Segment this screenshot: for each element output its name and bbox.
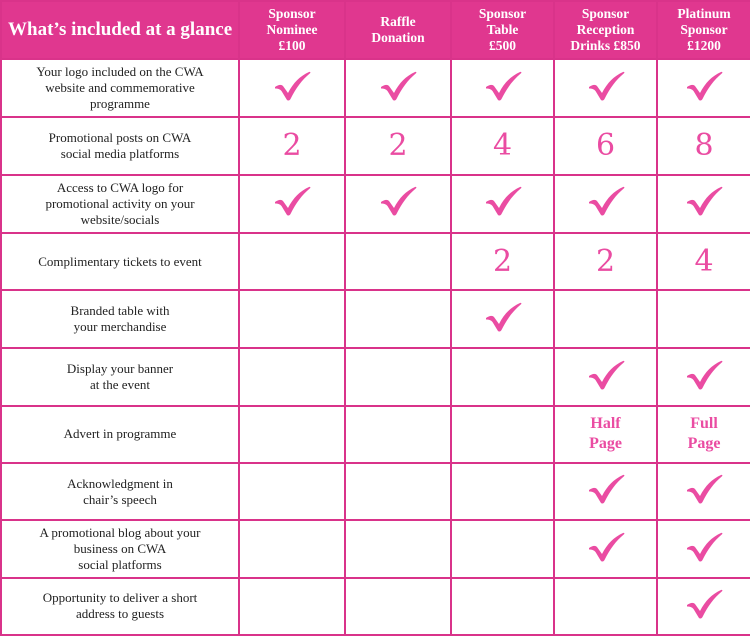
benefit-cell [554, 290, 657, 348]
feature-label-line: your merchandise [73, 319, 167, 335]
checkmark-icon [483, 185, 523, 217]
table-row [1, 348, 750, 405]
benefit-cell [554, 117, 657, 174]
column-header-platinum-sponsor [657, 1, 750, 59]
column-header-line: £100 [278, 38, 306, 53]
benefit-cell [657, 290, 750, 348]
benefit-cell [451, 175, 554, 233]
checkmark-icon [684, 473, 724, 505]
column-header-line: Donation [371, 30, 425, 45]
benefit-cell [451, 463, 554, 520]
feature-label-line: promotional activity on your [45, 195, 195, 211]
column-header-line: Drinks £850 [570, 38, 641, 53]
benefit-cell [239, 520, 345, 577]
feature-label-line: at the event [90, 377, 150, 393]
benefit-cell [657, 520, 750, 577]
feature-cell [1, 59, 239, 117]
benefit-cell [239, 578, 345, 635]
benefit-cell [451, 348, 554, 405]
benefit-cell [554, 59, 657, 117]
checkmark-icon [586, 70, 626, 102]
feature-cell [1, 233, 239, 290]
feature-label-line: A promotional blog about your [39, 525, 201, 541]
column-header-line: Sponsor [478, 6, 527, 21]
benefit-count: 2 [282, 127, 302, 163]
benefit-cell [239, 290, 345, 348]
column-header-line: Raffle [380, 14, 416, 29]
table-row [1, 406, 750, 463]
benefit-cell [451, 233, 554, 290]
feature-cell [1, 463, 239, 520]
feature-label-line: website/socials [80, 211, 160, 227]
checkmark-icon [684, 185, 724, 217]
benefit-cell [554, 406, 657, 463]
benefit-count: 2 [595, 243, 616, 279]
table-body [1, 59, 750, 635]
feature-label-line: Display your banner [66, 361, 174, 377]
benefit-text: Full Page [687, 415, 721, 453]
feature-label-line: Your logo included on the CWA [36, 64, 204, 80]
feature-label-line: Access to CWA logo for [56, 179, 184, 195]
benefit-text: Half Page [589, 415, 622, 453]
column-header-line: Sponsor [680, 22, 728, 37]
benefit-cell [239, 233, 345, 290]
column-header-sponsor-reception [554, 1, 657, 59]
benefit-cell [239, 348, 345, 405]
benefit-cell [345, 463, 451, 520]
benefit-cell [345, 348, 451, 405]
benefit-cell [554, 175, 657, 233]
table-row [1, 463, 750, 520]
checkmark-icon [684, 531, 724, 563]
feature-label-line: social platforms [78, 557, 162, 573]
table-title: What’s included at a glance [1, 1, 239, 59]
feature-label-line: address to guests [75, 606, 165, 622]
table-row [1, 233, 750, 290]
benefit-cell [554, 578, 657, 635]
feature-cell [1, 290, 239, 348]
benefit-count: 2 [492, 243, 513, 279]
benefit-cell [657, 117, 750, 174]
column-header-sponsor-nominee [239, 1, 345, 59]
benefit-cell [345, 520, 451, 577]
benefit-count: 4 [694, 243, 714, 279]
benefit-cell [657, 463, 750, 520]
column-header-line: Sponsor [581, 6, 630, 21]
checkmark-icon [378, 70, 418, 102]
benefit-cell [345, 578, 451, 635]
feature-cell [1, 520, 239, 577]
column-header-line: Reception [576, 22, 635, 37]
table-row [1, 59, 750, 117]
benefit-cell [657, 406, 750, 463]
table-row [1, 117, 750, 174]
column-header-line: Table [486, 22, 519, 37]
feature-cell [1, 175, 239, 233]
feature-cell [1, 348, 239, 405]
feature-cell [1, 578, 239, 635]
benefit-cell [451, 578, 554, 635]
benefit-cell [554, 520, 657, 577]
checkmark-icon [586, 473, 626, 505]
feature-label-line: Complimentary tickets to event [38, 253, 202, 269]
feature-cell [1, 117, 239, 174]
checkmark-icon [684, 588, 724, 620]
benefit-cell [657, 233, 750, 290]
benefit-cell [657, 578, 750, 635]
benefit-cell [451, 290, 554, 348]
benefit-cell [451, 117, 554, 174]
feature-label-line: Opportunity to deliver a short [42, 590, 198, 606]
benefit-cell [239, 463, 345, 520]
column-header-raffle-donation [345, 1, 451, 59]
column-header-line: Sponsor [268, 6, 316, 21]
feature-cell [1, 406, 239, 463]
benefit-cell [345, 406, 451, 463]
benefit-cell [345, 175, 451, 233]
benefit-cell [239, 117, 345, 174]
benefit-cell [657, 175, 750, 233]
benefit-count: 6 [595, 127, 616, 163]
table-row [1, 578, 750, 635]
benefit-cell [345, 59, 451, 117]
column-header-line: Platinum [677, 6, 731, 21]
feature-label-line: social media platforms [60, 145, 180, 161]
benefit-cell [345, 233, 451, 290]
checkmark-icon [483, 70, 523, 102]
table-row [1, 175, 750, 233]
feature-label-line: Promotional posts on CWA [48, 129, 192, 145]
column-header-line: Nominee [266, 22, 318, 37]
header-row [1, 1, 750, 59]
column-header-line: £1200 [687, 38, 721, 53]
feature-label-line: business on CWA [73, 541, 167, 557]
checkmark-icon [586, 185, 626, 217]
checkmark-icon [684, 70, 724, 102]
feature-label-line: website and commemorative [45, 80, 195, 96]
benefit-count: 2 [388, 127, 408, 163]
feature-label-line: Advert in programme [63, 426, 177, 442]
benefit-cell [451, 59, 554, 117]
benefit-cell [657, 348, 750, 405]
benefit-cell [239, 406, 345, 463]
checkmark-icon [272, 70, 312, 102]
checkmark-icon [684, 359, 724, 391]
table-row [1, 520, 750, 577]
checkmark-icon [586, 531, 626, 563]
feature-label-line: programme [90, 96, 150, 112]
benefit-cell [239, 175, 345, 233]
column-header-line: £500 [489, 38, 516, 53]
benefit-cell [554, 348, 657, 405]
benefit-count: 8 [694, 127, 714, 163]
checkmark-icon [586, 359, 626, 391]
column-header-sponsor-table [451, 1, 554, 59]
benefit-cell [554, 463, 657, 520]
checkmark-icon [483, 301, 523, 333]
feature-label-line: chair’s speech [83, 491, 157, 507]
benefit-cell [345, 290, 451, 348]
benefit-cell [451, 520, 554, 577]
feature-label-line: Branded table with [70, 303, 170, 319]
benefit-cell [345, 117, 451, 174]
benefit-cell [451, 406, 554, 463]
checkmark-icon [272, 185, 312, 217]
feature-label-line: Acknowledgment in [67, 475, 173, 491]
benefit-cell [239, 59, 345, 117]
table-row [1, 290, 750, 348]
checkmark-icon [378, 185, 418, 217]
benefit-cell [554, 233, 657, 290]
benefit-count: 4 [492, 127, 513, 163]
benefit-cell [657, 59, 750, 117]
